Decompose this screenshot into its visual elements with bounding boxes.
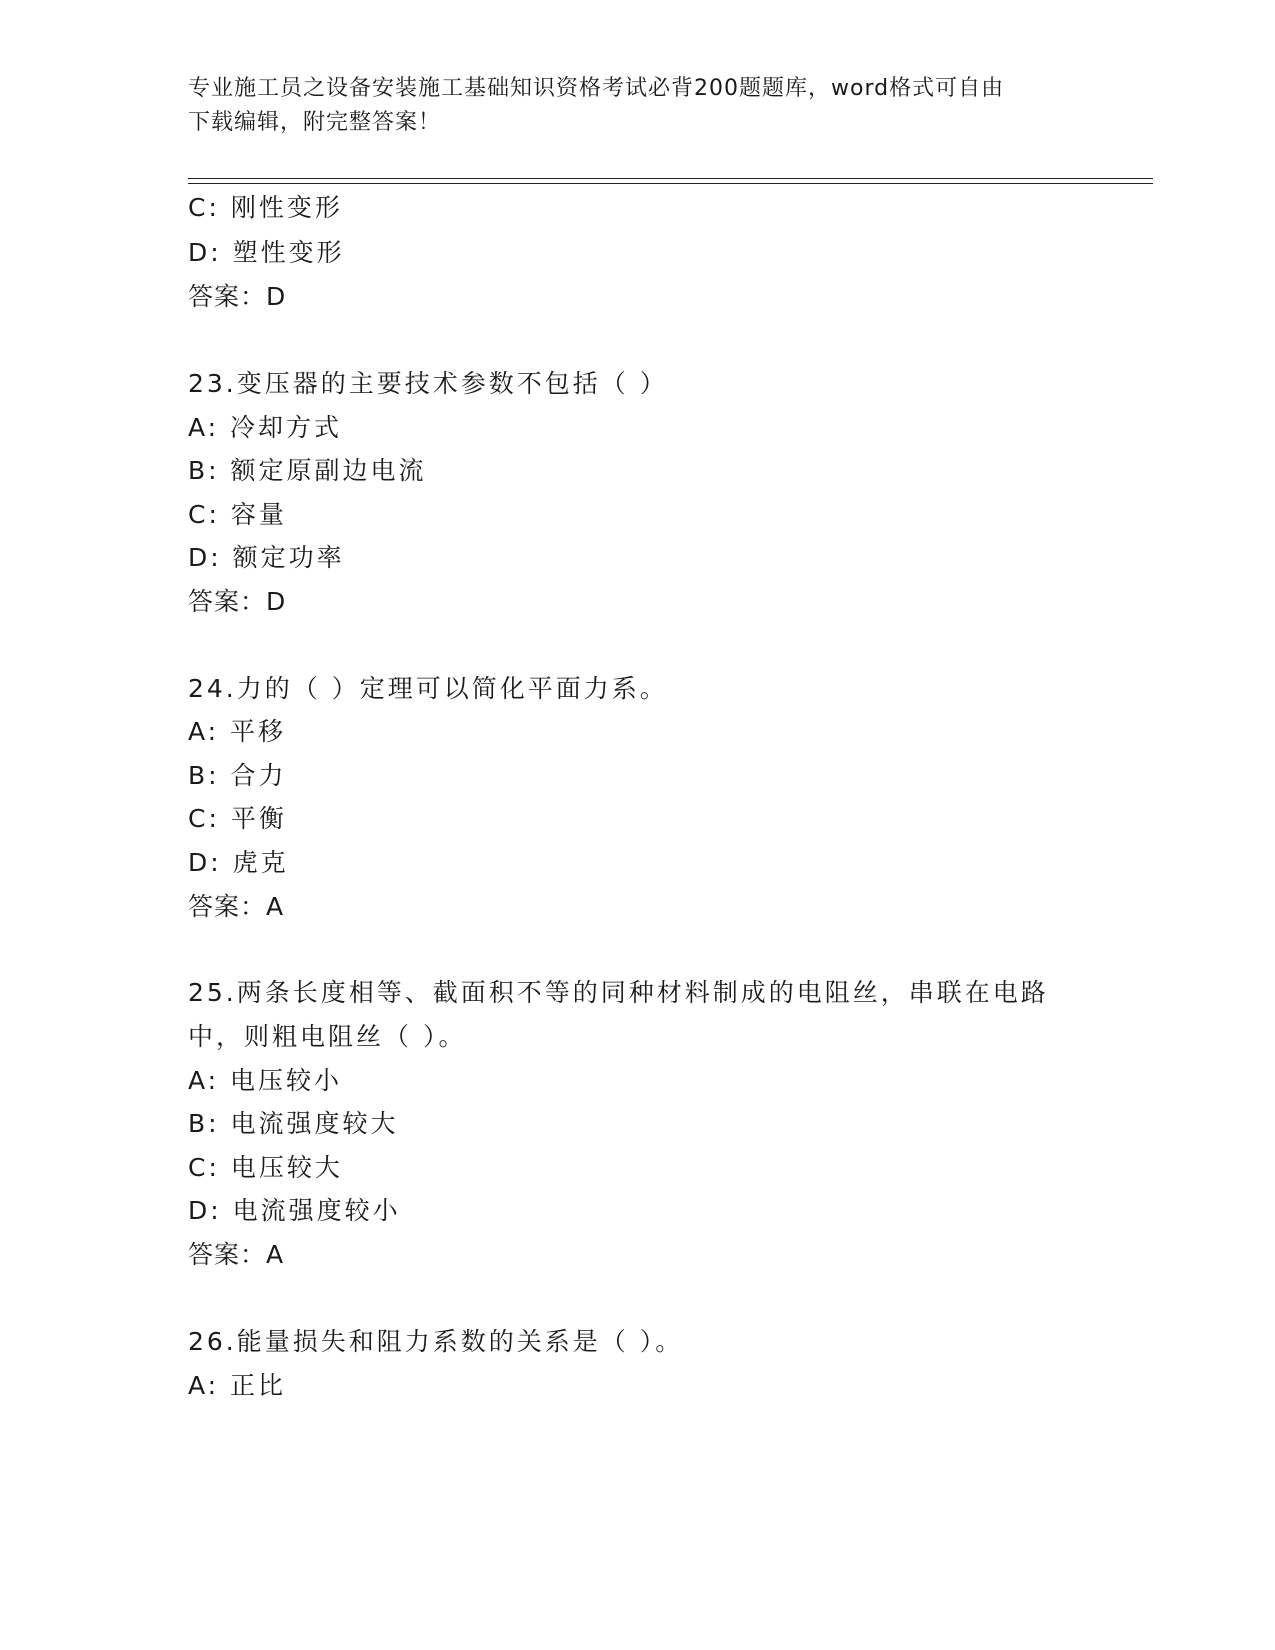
header-divider-top	[188, 178, 1153, 179]
option-line: A: 冷却方式	[188, 413, 343, 442]
option-line: D: 额定功率	[188, 543, 345, 572]
header-divider-bottom	[188, 183, 1153, 184]
question-line: 24.力的（ ）定理可以简化平面力系。	[188, 674, 668, 703]
question-line: 26.能量损失和阻力系数的关系是（ ）。	[188, 1327, 684, 1356]
answer-line: 答案：A	[188, 892, 285, 921]
option-line: B: 电流强度较大	[188, 1109, 399, 1138]
option-line: B: 合力	[188, 761, 287, 790]
document-header	[188, 72, 1068, 140]
question-line-continued: 中，则粗电阻丝（ ）。	[188, 1022, 467, 1051]
question-line: 25.两条长度相等、截面积不等的同种材料制成的电阻丝，串联在电路	[188, 978, 1049, 1007]
option-line: C: 电压较大	[188, 1153, 343, 1182]
answer-line: 答案：D	[188, 282, 287, 311]
option-line: D: 电流强度较小	[188, 1196, 401, 1225]
header-title-line2: 下载编辑，附完整答案！	[188, 110, 442, 135]
option-line: C: 平衡	[188, 804, 287, 833]
option-line: C: 容量	[188, 500, 287, 529]
answer-line: 答案：D	[188, 587, 287, 616]
answer-line: 答案：A	[188, 1240, 285, 1269]
question-line: 23.变压器的主要技术参数不包括（ ）	[188, 369, 668, 398]
option-line: A: 电压较小	[188, 1066, 343, 1095]
option-line: B: 额定原副边电流	[188, 456, 427, 485]
option-line: D: 虎克	[188, 848, 289, 877]
option-line: A: 正比	[188, 1371, 287, 1400]
option-line: C: 刚性变形	[188, 193, 343, 222]
header-title-line1: 专业施工员之设备安装施工基础知识资格考试必背200题题库，word格式可自由	[188, 76, 1005, 101]
option-line: D: 塑性变形	[188, 238, 345, 267]
option-line: A: 平移	[188, 717, 287, 746]
